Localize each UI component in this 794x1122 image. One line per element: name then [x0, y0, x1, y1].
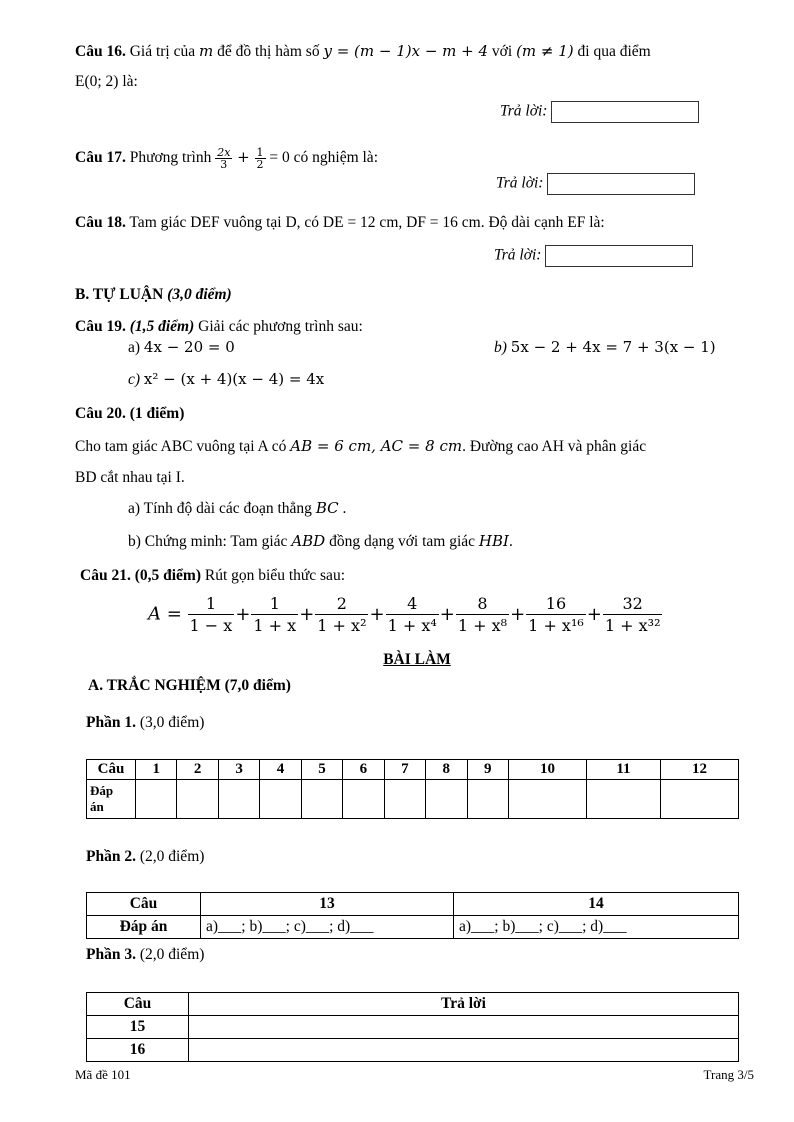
triangle-hbi: HBI: [478, 532, 509, 550]
fraction-num: 2x: [217, 145, 231, 159]
part-3-heading: [86, 946, 204, 964]
fraction-num: 1: [256, 145, 264, 159]
table-header-5: 5: [301, 760, 342, 780]
table-row: [87, 916, 739, 939]
fraction-num: 32: [603, 594, 663, 615]
question-18-answer: [494, 245, 693, 267]
fraction-den: 1 − x: [189, 616, 233, 635]
table-row: [87, 1039, 739, 1062]
question-16-text-3: với: [488, 43, 517, 60]
answer-cell-15[interactable]: [189, 1016, 739, 1039]
row-label-line-1: Đáp: [90, 783, 114, 798]
answer-sheet-title: [0, 651, 794, 669]
part-2-heading: [86, 848, 204, 866]
answer-box-18[interactable]: [545, 245, 693, 267]
section-a-title: A. TRẮC NGHIỆM (7,0 điểm): [88, 677, 291, 694]
plus-sign: +: [369, 603, 385, 625]
question-18: [75, 212, 754, 234]
fraction-den: 2: [256, 157, 264, 171]
question-20-a: [128, 499, 346, 518]
fraction-num: 1: [188, 594, 235, 615]
fraction-term: [188, 594, 235, 637]
table-header-11: 11: [586, 760, 660, 780]
answer-cell-5[interactable]: [301, 780, 342, 819]
fraction-term: [315, 594, 368, 637]
answer-box-16[interactable]: [551, 101, 699, 123]
question-20-text-2: . Đường cao AH và phân giác: [462, 438, 647, 455]
fraction-num: 8: [456, 594, 509, 615]
question-number-cell: 16: [87, 1039, 189, 1062]
table-header-13: 13: [201, 893, 454, 916]
fraction-term: [386, 594, 439, 637]
part-b-title: B. TỰ LUẬN: [75, 286, 168, 303]
table-header-cau: Câu: [87, 760, 136, 780]
fraction-term: [251, 594, 298, 637]
answer-sheet-title-text: BÀI LÀM: [383, 651, 451, 668]
fraction-num: 16: [526, 594, 586, 615]
fraction-den: 1 + x⁸: [457, 616, 508, 635]
table-header-tra-loi: Trả lời: [189, 993, 739, 1016]
answer-cell-9[interactable]: [467, 780, 508, 819]
question-17-text-2: = 0 có nghiệm là:: [265, 149, 378, 166]
triangle-abd: ABD: [291, 532, 326, 550]
answer-cell-7[interactable]: [384, 780, 425, 819]
answer-cell-6[interactable]: [343, 780, 384, 819]
question-19-a: [128, 338, 235, 357]
part-3-points: (2,0 điểm): [135, 946, 205, 963]
question-19-c-equation: x² − (x + 4)(x − 4) = 4x: [143, 370, 325, 388]
question-20-b-text: b) Chứng minh: Tam giác: [128, 533, 292, 550]
question-20-b-end: .: [508, 533, 513, 550]
fraction-term: [526, 594, 586, 637]
fraction-term: [456, 594, 509, 637]
answer-cell-14[interactable]: a)___; b)___; c)___; d)___: [454, 916, 739, 939]
answer-cell-12[interactable]: [660, 780, 738, 819]
expression-a: [148, 594, 662, 637]
question-19-a-equation: 4x − 20 = 0: [143, 338, 235, 356]
table-header-6: 6: [343, 760, 384, 780]
question-20-a-end: .: [338, 500, 347, 517]
footer-exam-code: Mã đề 101: [75, 1067, 131, 1082]
answer-label: Trả lời:: [496, 174, 544, 192]
fraction-num: 4: [386, 594, 439, 615]
table-header-10: 10: [508, 760, 586, 780]
answer-cell-16[interactable]: [189, 1039, 739, 1062]
question-21-text: Rút gọn biểu thức sau:: [200, 567, 345, 584]
part-1-points: (3,0 điểm): [135, 714, 205, 731]
question-19-b: [494, 338, 716, 357]
fraction-den: 1 + x²: [317, 616, 367, 635]
question-17: [75, 140, 754, 175]
question-20-b: [128, 532, 513, 551]
question-19-b-equation: 5x − 2 + 4x = 7 + 3(x − 1): [510, 338, 716, 356]
question-19-a-label: a): [128, 339, 144, 356]
question-16-label: Câu 16.: [75, 43, 126, 60]
question-20-text-3: BD cắt nhau tại I.: [75, 469, 185, 486]
table-header-row: [87, 893, 739, 916]
answer-label: Trả lời:: [494, 246, 542, 264]
question-17-text-1: Phương trình: [125, 149, 216, 166]
fraction-den: 1 + x¹⁶: [528, 616, 584, 635]
question-19-text: Giải các phương trình sau:: [194, 318, 363, 335]
part-2-label: Phần 2.: [86, 848, 136, 865]
answer-cell-3[interactable]: [218, 780, 259, 819]
table-header-cau: Câu: [87, 893, 201, 916]
fraction-den: 1 + x⁴: [387, 616, 437, 635]
answer-box-17[interactable]: [547, 173, 695, 195]
answer-table-part-1: [86, 759, 739, 819]
question-18-text: Tam giác DEF vuông tại D, có DE = 12 cm, DF = 16 cm. Độ dài cạnh EF là:: [125, 214, 605, 231]
table-header-row: [87, 993, 739, 1016]
answer-cell-1[interactable]: [136, 780, 177, 819]
question-18-label: Câu 18.: [75, 214, 126, 231]
answer-cell-13[interactable]: a)___; b)___; c)___; d)___: [201, 916, 454, 939]
answer-cell-4[interactable]: [260, 780, 301, 819]
fraction-num: 2: [315, 594, 368, 615]
plus-sign: +: [299, 603, 315, 625]
table-row-label: [87, 780, 136, 819]
answer-table-part-3: [86, 992, 739, 1062]
plus-sign: +: [586, 603, 602, 625]
plus-sign: +: [232, 148, 255, 166]
table-header-4: 4: [260, 760, 301, 780]
question-19-label: Câu 19.: [75, 318, 126, 335]
fraction-den: 3: [220, 157, 228, 171]
question-16-text-4: đi qua điểm: [573, 43, 651, 60]
section-a-heading: [88, 677, 291, 695]
table-header-8: 8: [426, 760, 467, 780]
question-19-c: [128, 370, 324, 389]
fraction-den: 1 + x³²: [604, 616, 661, 635]
question-17-answer: [496, 173, 695, 195]
fraction-1-2: [255, 147, 266, 170]
question-16-equation: y = (m − 1)x − m + 4: [323, 42, 489, 60]
footer-page-number: Trang 3/5: [703, 1067, 754, 1082]
question-16-var-m: m: [199, 42, 214, 60]
row-label-line-2: án: [90, 799, 104, 814]
question-16-answer: [500, 101, 699, 123]
plus-sign: +: [439, 603, 455, 625]
question-20-text: [75, 435, 754, 458]
fraction-2x-3: [215, 147, 232, 170]
question-16-line-2: E(0; 2) là:: [75, 73, 138, 90]
part-1-label: Phần 1.: [86, 714, 136, 731]
table-header-2: 2: [177, 760, 218, 780]
question-20-given: AB = 6 cm, AC = 8 cm: [290, 437, 463, 455]
table-header-cau: Câu: [87, 993, 189, 1016]
question-16: [75, 40, 754, 63]
question-17-label: Câu 17.: [75, 149, 126, 166]
question-20-b-mid: đồng dạng với tam giác: [325, 533, 479, 550]
answer-cell-11[interactable]: [586, 780, 660, 819]
plus-sign: +: [235, 603, 251, 625]
answer-table-part-2: [86, 892, 739, 939]
question-21-label: Câu 21. (0,5 điểm): [80, 567, 201, 584]
table-row: [87, 780, 739, 819]
table-header-9: 9: [467, 760, 508, 780]
table-header-14: 14: [454, 893, 739, 916]
question-20-heading: Câu 20. (1 điểm): [75, 405, 185, 422]
part-2-points: (2,0 điểm): [135, 848, 205, 865]
part-1-heading: [86, 714, 204, 732]
question-19: [75, 316, 754, 338]
part-b-points: (3,0 điểm): [167, 286, 232, 303]
question-19-c-label: c): [128, 371, 144, 388]
question-16-text-2: để đồ thị hàm số: [213, 43, 324, 60]
question-20-a-segment: BC: [315, 499, 339, 517]
table-header-3: 3: [218, 760, 259, 780]
fraction-den: 1 + x: [253, 616, 297, 635]
answer-label: Trả lời:: [500, 102, 548, 120]
question-16-text-1: Giá trị của: [125, 43, 199, 60]
fraction-term: [603, 594, 663, 637]
table-header-12: 12: [660, 760, 738, 780]
expression-lhs: A =: [148, 603, 188, 625]
table-row-label: Đáp án: [87, 916, 201, 939]
question-20-text-1: Cho tam giác ABC vuông tại A có: [75, 438, 291, 455]
question-21: [80, 565, 754, 587]
plus-sign: +: [510, 603, 526, 625]
question-number-cell: 15: [87, 1016, 189, 1039]
question-20-label: [75, 403, 754, 425]
table-header-1: 1: [136, 760, 177, 780]
question-19-b-label: b): [494, 339, 511, 356]
answer-cell-2[interactable]: [177, 780, 218, 819]
question-16-condition: (m ≠ 1): [516, 42, 574, 60]
part-3-label: Phần 3.: [86, 946, 136, 963]
part-b-heading: [75, 284, 754, 306]
question-19-points: (1,5 điểm): [125, 318, 195, 335]
table-row: [87, 1016, 739, 1039]
answer-cell-10[interactable]: [508, 780, 586, 819]
fraction-num: 1: [251, 594, 298, 615]
table-header-row: [87, 760, 739, 780]
answer-cell-8[interactable]: [426, 780, 467, 819]
question-20-a-text: a) Tính độ dài các đoạn thẳng: [128, 500, 316, 517]
table-header-7: 7: [384, 760, 425, 780]
